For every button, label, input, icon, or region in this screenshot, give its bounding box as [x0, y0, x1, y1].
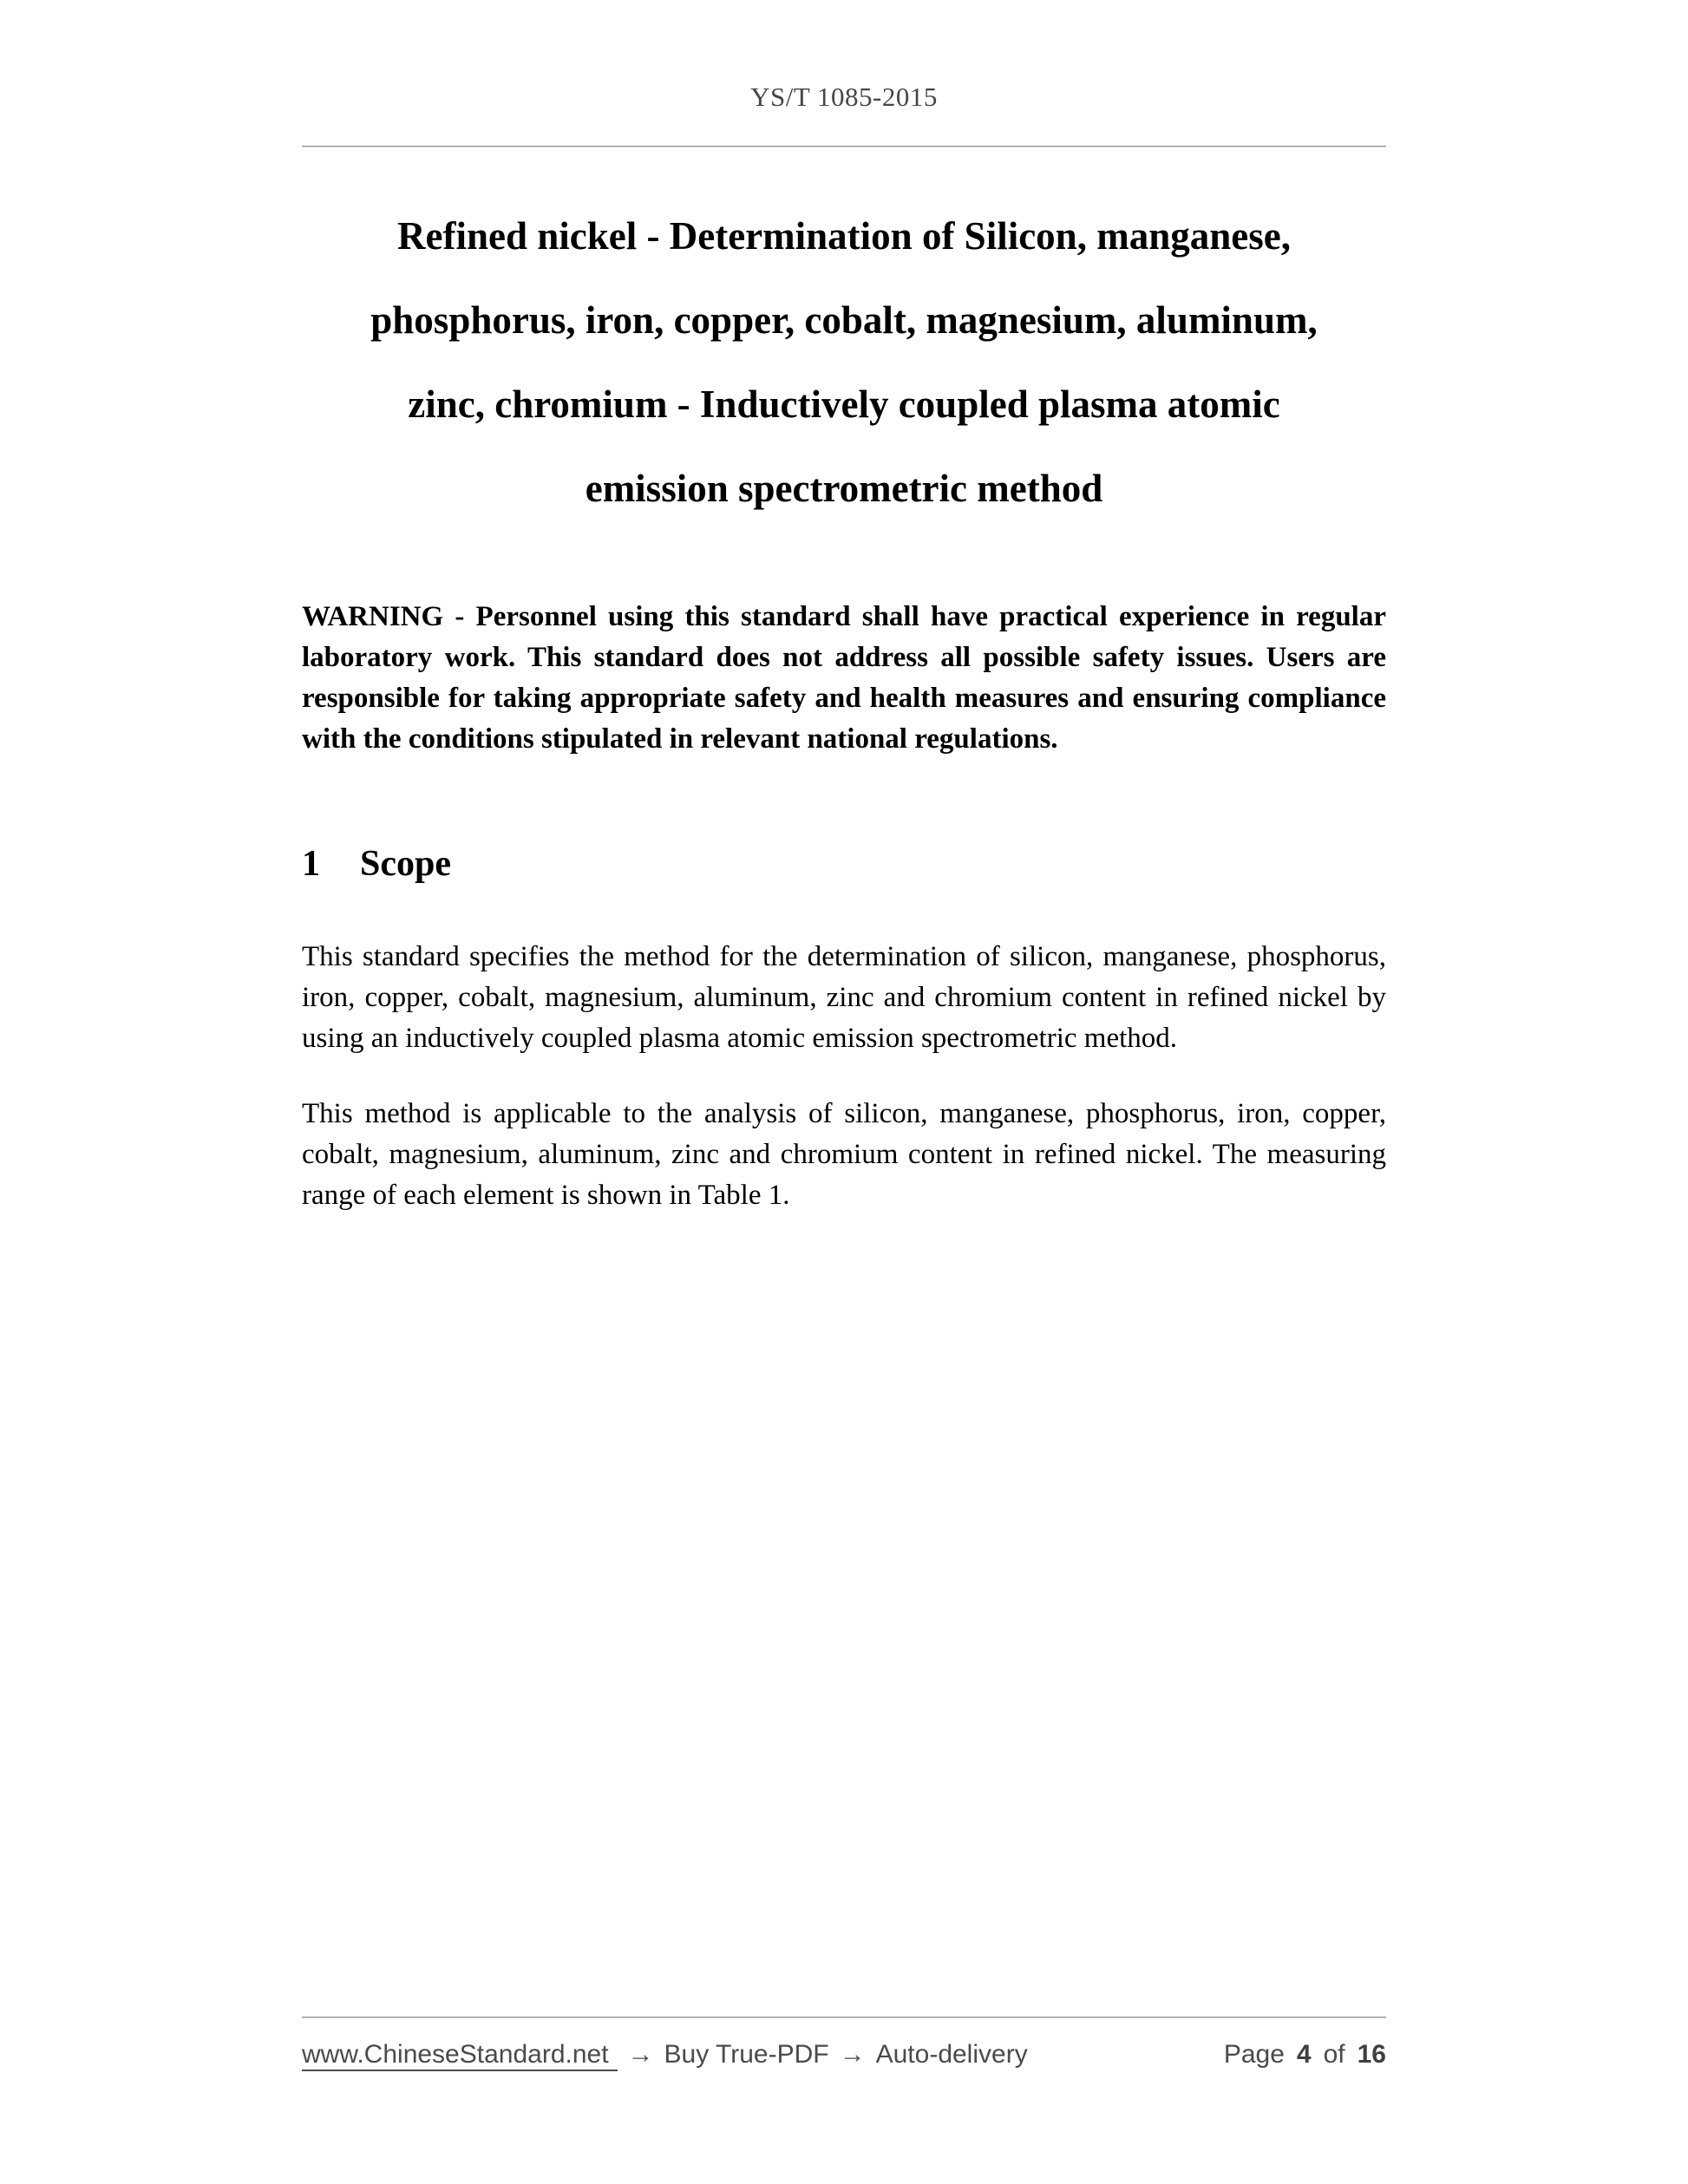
buy-true-pdf-text: Buy True-PDF — [664, 2040, 829, 2069]
website-link[interactable]: www.ChineseStandard.net — [302, 2040, 618, 2071]
auto-delivery-text: Auto-delivery — [875, 2040, 1028, 2069]
current-page-number: 4 — [1296, 2040, 1312, 2069]
footer-rule — [302, 2017, 1386, 2018]
total-page-number: 16 — [1357, 2040, 1386, 2069]
of-label: of — [1323, 2040, 1345, 2069]
warning-paragraph: WARNING - Personnel using this standard shall have practical experience in regular laboratory work. This standard does not address all possible safety issues. Users are responsible for taking appropriate safety and health measures and ensuring compliance with the conditions stipulated in relevant national regulations. — [302, 601, 1386, 755]
arrow-right-icon: → — [627, 2040, 654, 2069]
page-footer — [302, 2040, 1386, 2071]
section-number: 1 — [302, 844, 320, 884]
title-line: emission spectrometric method — [585, 467, 1103, 510]
page-indicator — [1224, 2040, 1386, 2070]
arrow-right-icon: → — [839, 2040, 866, 2069]
footer-left — [302, 2040, 1028, 2071]
paragraph: This method is applicable to the analysis of silicon, manganese, phosphorus, iron, copper, cobalt, magnesium, aluminum, zinc and chromium content in refined nickel. The measuring range of each element is shown in Table 1. — [302, 1098, 1386, 1211]
scope-body — [302, 937, 1386, 1216]
title-line: Refined nickel - Determination of Silicon, manganese, — [397, 214, 1291, 258]
paragraph: This standard specifies the method for the determination of silicon, manganese, phosphorus, iron, copper, cobalt, magnesium, aluminum, zinc and chromium content in refined nickel by using an inductively coupled plasma atomic emission spectrometric method. — [302, 941, 1386, 1054]
standard-number: YS/T 1085-2015 — [750, 82, 938, 112]
section-title: Scope — [360, 844, 451, 884]
section-heading-scope — [302, 843, 1386, 885]
document-title — [267, 194, 1421, 531]
title-line: zinc, chromium - Inductively coupled plasma atomic — [408, 383, 1280, 426]
page-label: Page — [1223, 2040, 1285, 2069]
header-rule — [302, 146, 1386, 147]
title-line: phosphorus, iron, copper, cobalt, magnesium, aluminum, — [370, 298, 1318, 342]
